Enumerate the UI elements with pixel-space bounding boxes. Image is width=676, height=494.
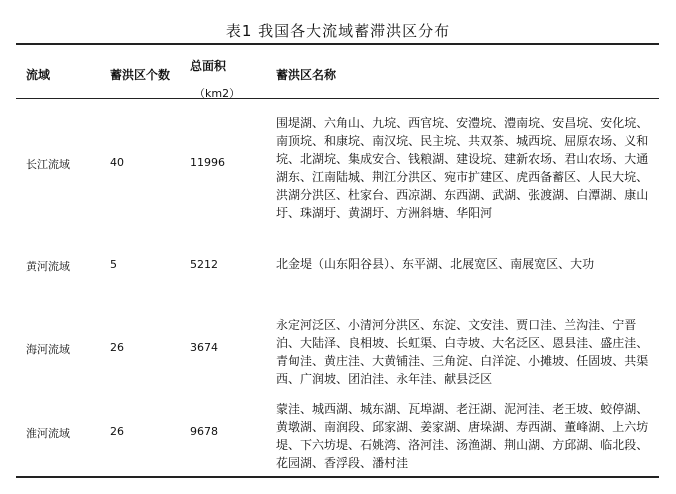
flood-area-name: 、 西凉湖 [384, 188, 432, 202]
flood-area-name: 、 贾口洼 [504, 318, 552, 332]
flood-area-name: 、 白洋淀 [468, 354, 516, 368]
flood-area-name: 、 洪湖分洪区 [276, 170, 648, 202]
flood-area-name: 、 宛市扩建区 [432, 170, 504, 184]
flood-area-name: 、 义和垸 [276, 134, 648, 166]
flood-area-name: 、 东西湖 [432, 188, 480, 202]
flood-area-name: 、 六角山 [312, 116, 360, 130]
flood-area-name: 、 姜家湖 [408, 420, 456, 434]
flood-area-name: 、 南展宽区 [498, 257, 558, 271]
flood-area-name: 、 老王坡 [540, 402, 588, 416]
flood-area-name: 、 黄墩湖 [276, 402, 648, 434]
flood-area-name: 、 老汪湖 [444, 402, 492, 416]
flood-area-name: 、 屈原农场 [552, 134, 612, 148]
flood-area-name: 、 北湖垸 [288, 152, 336, 166]
flood-area-name: 、 任固坡 [564, 354, 612, 368]
flood-area-name: 、 西官垸 [396, 116, 444, 130]
flood-area-name: 、 上六坊堤 [276, 420, 648, 452]
flood-area-name: 、 大通湖东 [276, 152, 648, 184]
flood-area-name: 、 蛟停湖 [588, 402, 636, 416]
flood-area-name: 、 杜家台 [336, 188, 384, 202]
flood-area-name: 、 江南陆城 [300, 170, 360, 184]
flood-area-name: 、 建新农场 [492, 152, 552, 166]
flood-area-name: 、 北展宽区 [438, 257, 498, 271]
flood-area-name: 、 石姚湾 [348, 438, 396, 452]
flood-area-name: 、 大陆泽 [288, 336, 336, 350]
flood-area-name: 、 华阳河 [444, 206, 492, 220]
row-names [276, 255, 650, 273]
header-basin: 流域 [26, 68, 51, 82]
flood-area-name: 永定河泛区 [276, 318, 337, 332]
flood-area-name: 、 董峰湖 [552, 420, 600, 434]
flood-area-name: 、 人民大垸 [576, 170, 636, 184]
flood-area-name: 、 和康垸 [312, 134, 360, 148]
flood-area-name: 、 盛庄洼 [588, 336, 636, 350]
flood-area-name: 、 团泊洼 [336, 372, 384, 386]
header-count: 蓄洪区个数 [110, 68, 171, 82]
flood-area-name: 、 君山农场 [552, 152, 612, 166]
flood-area-name: 、 香浮段 [312, 456, 360, 470]
flood-area-name: 、 城西垸 [504, 134, 552, 148]
flood-area-name: 围堤湖 [276, 116, 313, 130]
row-area: 11996 [190, 156, 225, 169]
table-title: 表1 我国各大流域蓄滞洪区分布 [225, 22, 451, 40]
flood-area-name: 、 唐垛湖 [456, 420, 504, 434]
flood-area-name: 、 恩县洼 [540, 336, 588, 350]
row-basin: 长江流域 [26, 158, 70, 171]
flood-area-name: 、 方洲斜塘 [384, 206, 444, 220]
flood-area-name: 、 虎西备蓄区 [504, 170, 576, 184]
row-area: 3674 [190, 341, 218, 354]
flood-area-name: 、 大黄铺洼 [360, 354, 420, 368]
flood-area-name: 、 花园湖 [276, 438, 648, 470]
flood-area-name: 、 集成安合 [336, 152, 396, 166]
flood-area-name: 、 文安洼 [456, 318, 504, 332]
flood-area-name: 、 宁晋泊 [276, 318, 636, 350]
row-names [276, 114, 650, 222]
flood-area-name: 、 珠湖圩 [288, 206, 336, 220]
flood-area-name: 、 三角淀 [420, 354, 468, 368]
flood-area-name: 、 小摊坡 [516, 354, 564, 368]
flood-area-name: 、 瓦埠湖 [396, 402, 444, 416]
flood-area-name: 、 荆山湖 [492, 438, 540, 452]
flood-area-name: 、 城西湖 [300, 402, 348, 416]
flood-area-name: 、 广润坡 [288, 372, 336, 386]
row-count: 26 [110, 425, 124, 438]
bottom-rule [16, 476, 659, 478]
flood-area-name: 、 黄湖圩 [336, 206, 384, 220]
flood-area-name: 、 大名泛区 [480, 336, 540, 350]
row-count: 26 [110, 341, 124, 354]
flood-area-name: 、 安化垸 [588, 116, 636, 130]
header-area-label: 总面积 [190, 59, 227, 73]
row-basin: 海河流域 [26, 343, 70, 356]
flood-area-name: 蒙洼 [276, 402, 301, 416]
flood-area-name: 、 安昌垸 [540, 116, 588, 130]
flood-area-name: 、 南顶垸 [276, 116, 648, 148]
header-area-unit: （km2） [194, 87, 241, 100]
flood-area-name: 、 献县泛区 [432, 372, 492, 386]
flood-area-name: 、 城东湖 [348, 402, 396, 416]
header-area [190, 52, 240, 108]
row-names [276, 316, 650, 388]
flood-area-name: 、 建设垸 [444, 152, 492, 166]
header-rule [16, 98, 659, 99]
flood-area-name: 、 武湖 [480, 188, 516, 202]
flood-area-name: 、 永年洼 [384, 372, 432, 386]
flood-area-name: 、 小清河分洪区 [336, 318, 420, 332]
flood-area-name: 、 荆江分洪区 [360, 170, 432, 184]
row-count: 40 [110, 156, 124, 169]
row-count: 5 [110, 258, 117, 271]
row-basin: 淮河流域 [26, 427, 70, 440]
flood-area-name: 、 东平湖 [390, 257, 438, 271]
flood-area-name: 、 南润段 [312, 420, 360, 434]
flood-area-name: 、 良相坡 [336, 336, 384, 350]
flood-area-name: 、 张渡湖 [516, 188, 564, 202]
flood-area-name: 、 下六坊堤 [288, 438, 348, 452]
flood-area-name: 、 青甸洼 [276, 336, 648, 368]
row-area: 9678 [190, 425, 218, 438]
flood-area-name: 、 临北段 [588, 438, 636, 452]
flood-area-name: 、 共双茶 [456, 134, 504, 148]
flood-area-name: 、 方邱湖 [540, 438, 588, 452]
flood-area-name: 、 东淀 [420, 318, 456, 332]
flood-area-name: 、 民主垸 [408, 134, 456, 148]
flood-area-name: 、 邱家湖 [360, 420, 408, 434]
row-area: 5212 [190, 258, 218, 271]
flood-area-name: 北金堤（山东阳谷县） [276, 257, 391, 271]
flood-area-name: 、 长虹渠 [384, 336, 432, 350]
flood-area-name: 、 寿西湖 [504, 420, 552, 434]
flood-area-name: 、 白寺坡 [432, 336, 480, 350]
flood-area-name: 、 泥河洼 [492, 402, 540, 416]
flood-area-name: 、 潘村洼 [360, 456, 408, 470]
row-basin: 黄河流域 [26, 260, 70, 273]
flood-area-name: 、 康山圩 [276, 188, 648, 220]
flood-area-name: 、 洛河洼 [396, 438, 444, 452]
row-names [276, 400, 650, 472]
flood-area-name: 、 安澧垸 [444, 116, 492, 130]
header-names: 蓄洪区名称 [276, 68, 337, 82]
flood-area-name: 、 大功 [558, 257, 594, 271]
flood-area-name: 、 兰沟洼 [552, 318, 600, 332]
flood-area-name: 、 白潭湖 [564, 188, 612, 202]
flood-area-name: 、 共渠西 [276, 354, 648, 386]
flood-area-name: 、 南汉垸 [360, 134, 408, 148]
top-rule [16, 43, 659, 45]
flood-area-name: 、 汤渔湖 [444, 438, 492, 452]
flood-area-name: 、 九垸 [360, 116, 396, 130]
flood-area-name: 、 澧南垸 [492, 116, 540, 130]
flood-area-name: 、 黄庄洼 [312, 354, 360, 368]
flood-area-name: 、 钱粮湖 [396, 152, 444, 166]
